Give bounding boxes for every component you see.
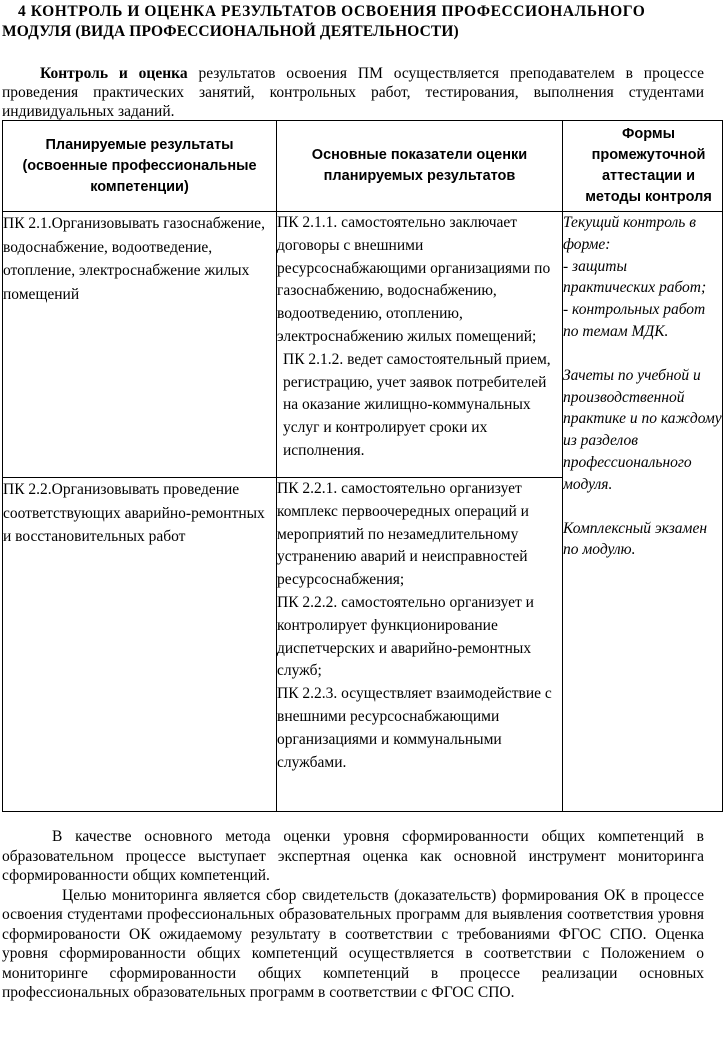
method-paragraph: В качестве основного метода оценки уровня сформированности общих компетенций в образовательном процессе выступает экспертная оценка как основной инструмент мониторинга сформированности общих компетенций.	[2, 828, 704, 884]
table-row	[3, 212, 723, 478]
indicator-item: ПК 2.2.3. осуществляет взаимодействие с внешними ресурсоснабжающими организациями и коммунальными службами.	[277, 685, 552, 771]
section-heading-line-2: МОДУЛЯ (ВИДА ПРОФЕССИОНАЛЬНОЙ ДЕЯТЕЛЬНОСТИ)	[2, 23, 459, 40]
header-assessment-indicators: Основные показатели оценки планируемых результатов	[277, 121, 563, 212]
closing-text	[2, 827, 704, 1003]
competence-text: ПК 2.1.Организовывать газоснабжение, водоснабжение, водоотведение, отопление, электроснабжение жилых помещений	[3, 215, 265, 303]
indicator-item: ПК 2.2.2. самостоятельно организует и контролирует функционирование диспетчерских и аварийно-ремонтных служб;	[277, 593, 534, 680]
current-control-item: - защиты практических работ;	[563, 257, 707, 297]
credits-text: Зачеты по учебной и производственной практике и по каждому из разделов профессионального модуля.	[563, 366, 722, 493]
indicators-cell	[277, 212, 563, 478]
intro-paragraph	[2, 64, 704, 121]
monitoring-paragraph: Целью мониторинга является сбор свидетельств (доказательств) формирования ОК в процессе освоения студентами профессиональных образовательных программ для выявления соответствия уровня сформированости ОК ожидаемому результату в соответствии с требованиями ФГОС СПО. Оценка уровня сформированности общих компетенций осуществляется в соответствии с Положением о мониторинге сформированности общих компетенций в процессе реализации основных профессиональных образовательных программ в соответствии с ФГОС СПО.	[2, 886, 704, 1001]
assessment-table	[2, 120, 723, 812]
intro-bold-lead: Контроль и оценка	[40, 65, 188, 82]
indicators-cell	[277, 478, 563, 812]
section-heading-line-1: 4 КОНТРОЛЬ И ОЦЕНКА РЕЗУЛЬТАТОВ ОСВОЕНИЯ ПРОФЕССИОНАЛЬНОГО	[18, 3, 646, 20]
assessment-forms-cell	[563, 212, 723, 812]
header-assessment-forms: Формы промежуточной аттестации и методы контроля	[563, 121, 723, 212]
header-planned-results: Планируемые результаты (освоенные профессиональные компетенции)	[3, 121, 277, 212]
indicator-item: ПК 2.1.2. ведет самостоятельный прием, регистрацию, учет заявок потребителей на оказание жилищно-коммунальных услуг и контролирует сроки их исполнения.	[283, 350, 551, 459]
exam-text: Комплексный экзамен по модулю.	[563, 519, 708, 559]
competence-cell	[3, 478, 277, 812]
current-control-item: - контрольных работ по темам МДК.	[563, 301, 706, 340]
section-heading	[2, 2, 704, 42]
competence-text: ПК 2.2.Организовывать проведение соответствующих аварийно-ремонтных и восстановительных работ	[3, 481, 265, 545]
table-header-row	[3, 121, 723, 212]
intro-text: результатов освоения ПМ осуществляется преподавателем в процессе проведения практических занятий, контрольных работ, тестирования, выполнения студентами индивидуальных заданий.	[2, 65, 704, 120]
indicator-item: ПК 2.1.1. самостоятельно заключает договоры с внешними ресурсоснабжающими организациями по газоснабжению, водоснабжению, водоотведению, отоплению, электроснабжению жилых помещений;	[277, 214, 551, 345]
indicator-item: ПК 2.2.1. самостоятельно организует комплекс первоочередных операций и мероприятий по незамедлительному устранению аварий и неисправностей ресурсоснабжения;	[277, 480, 529, 589]
current-control-intro: Текущий контроль в форме:	[563, 214, 696, 253]
competence-cell	[3, 212, 277, 478]
